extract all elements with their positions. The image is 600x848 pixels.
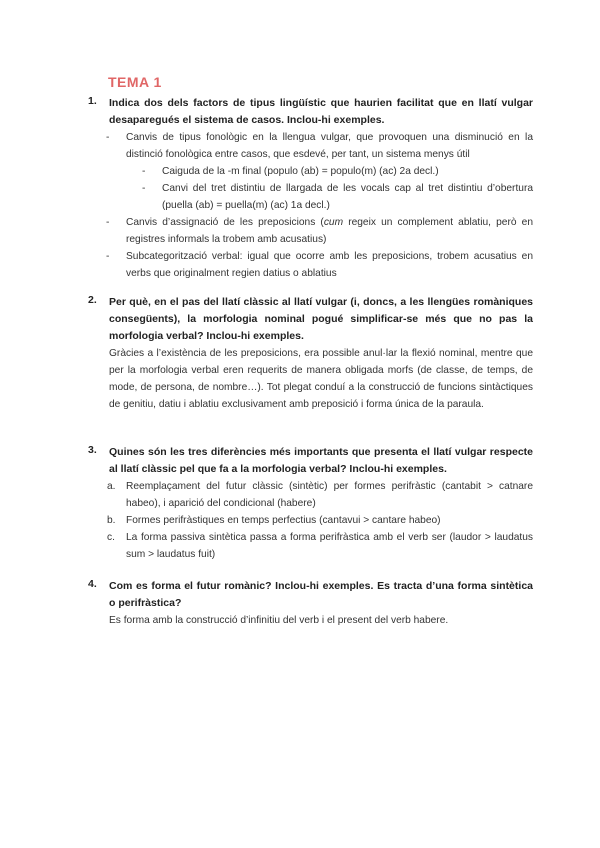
question-text: Per què, en el pas del llatí clàssic al llatí vulgar (i, doncs, a les llengües romàniques consegüents), la morfologia nominal pogué simplificar-se més que no pas la morfologia verbal? Inclou-hi exemples. (109, 296, 533, 342)
question-4 (88, 578, 533, 629)
dash-bullet: - (106, 251, 110, 262)
answer-list (88, 129, 533, 163)
list-item: - Caiguda de la -m final (populo (ab) = populo(m) (ac) 2a decl.) (88, 163, 533, 180)
list-item: - Canvis de tipus fonològic en la llengua vulgar, que provoquen una disminució en la distinció fonològica entre casos, que esdevé, per tant, un sistema menys útil (88, 129, 533, 163)
answer-sublist (88, 163, 533, 214)
dash-bullet: - (142, 166, 146, 177)
question-number: 2. (88, 294, 97, 306)
question-2 (88, 294, 533, 413)
question-1 (88, 95, 533, 282)
question-3 (88, 444, 533, 563)
list-item: b. Formes perifràstiques en temps perfectius (cantavui > cantare habeo) (88, 512, 533, 529)
list-label: c. (107, 532, 115, 543)
list-item: a. Reemplaçament del futur clàssic (sintètic) per formes perifràstic (cantabit > catnare habeo), i aparició del condicional (habere) (88, 478, 533, 512)
list-label: b. (107, 515, 116, 526)
answer-list (88, 214, 533, 282)
dash-bullet: - (106, 132, 110, 143)
question-number: 4. (88, 578, 97, 590)
question-number: 3. (88, 444, 97, 456)
section-title: TEMA 1 (108, 74, 162, 90)
list-item: c. La forma passiva sintètica passa a forma perifràstica amb el verb ser (laudor > laudatus sum > laudatus fuit) (88, 529, 533, 563)
list-label: a. (107, 481, 116, 492)
question-text: Indica dos dels factors de tipus lingüístic que haurien facilitat que en llatí vulgar desaparegués el sistema de casos. Inclou-hi exemples. (109, 97, 533, 126)
list-item: - Subcategorització verbal: igual que ocorre amb les preposicions, trobem acusatius en verbs que originalment regien datius o ablatius (88, 248, 533, 282)
question-text: Com es forma el futur romànic? Inclou-hi exemples. Es tracta d’una forma sintètica o perifràstica? (109, 580, 533, 609)
list-item: - Canvis d’assignació de les preposicions (cum regeix un complement ablatiu, però en registres informals la trobem amb acusatius) (88, 214, 533, 248)
answer-text: Gràcies a l’existència de les preposicions, era possible anul·lar la flexió nominal, mentre que per la morfologia verbal eren requerits de manera obligada morfs (de classe, de temps, de mode, de persona, de nombre…). Tot plegat conduí a la construcció de funcions sintàctiques de genitiu, datiu i ablatiu exclusivament amb preposició i forma única de la paraula. (109, 348, 533, 410)
list-item: - Canvi del tret distintiu de llargada de les vocals cap al tret distintiu d’obertura (puella (ab) = puella(m) (ac) 1a decl.) (88, 180, 533, 214)
question-number: 1. (88, 95, 97, 107)
dash-bullet: - (106, 217, 110, 228)
dash-bullet: - (142, 183, 146, 194)
question-text: Quines són les tres diferències més importants que presenta el llatí vulgar respecte al llatí clàssic pel que fa a la morfologia verbal? Inclou-hi exemples. (109, 446, 533, 475)
answer-list (88, 478, 533, 563)
answer-text: Es forma amb la construcció d’infinitiu del verb i el present del verb habere. (109, 615, 449, 626)
